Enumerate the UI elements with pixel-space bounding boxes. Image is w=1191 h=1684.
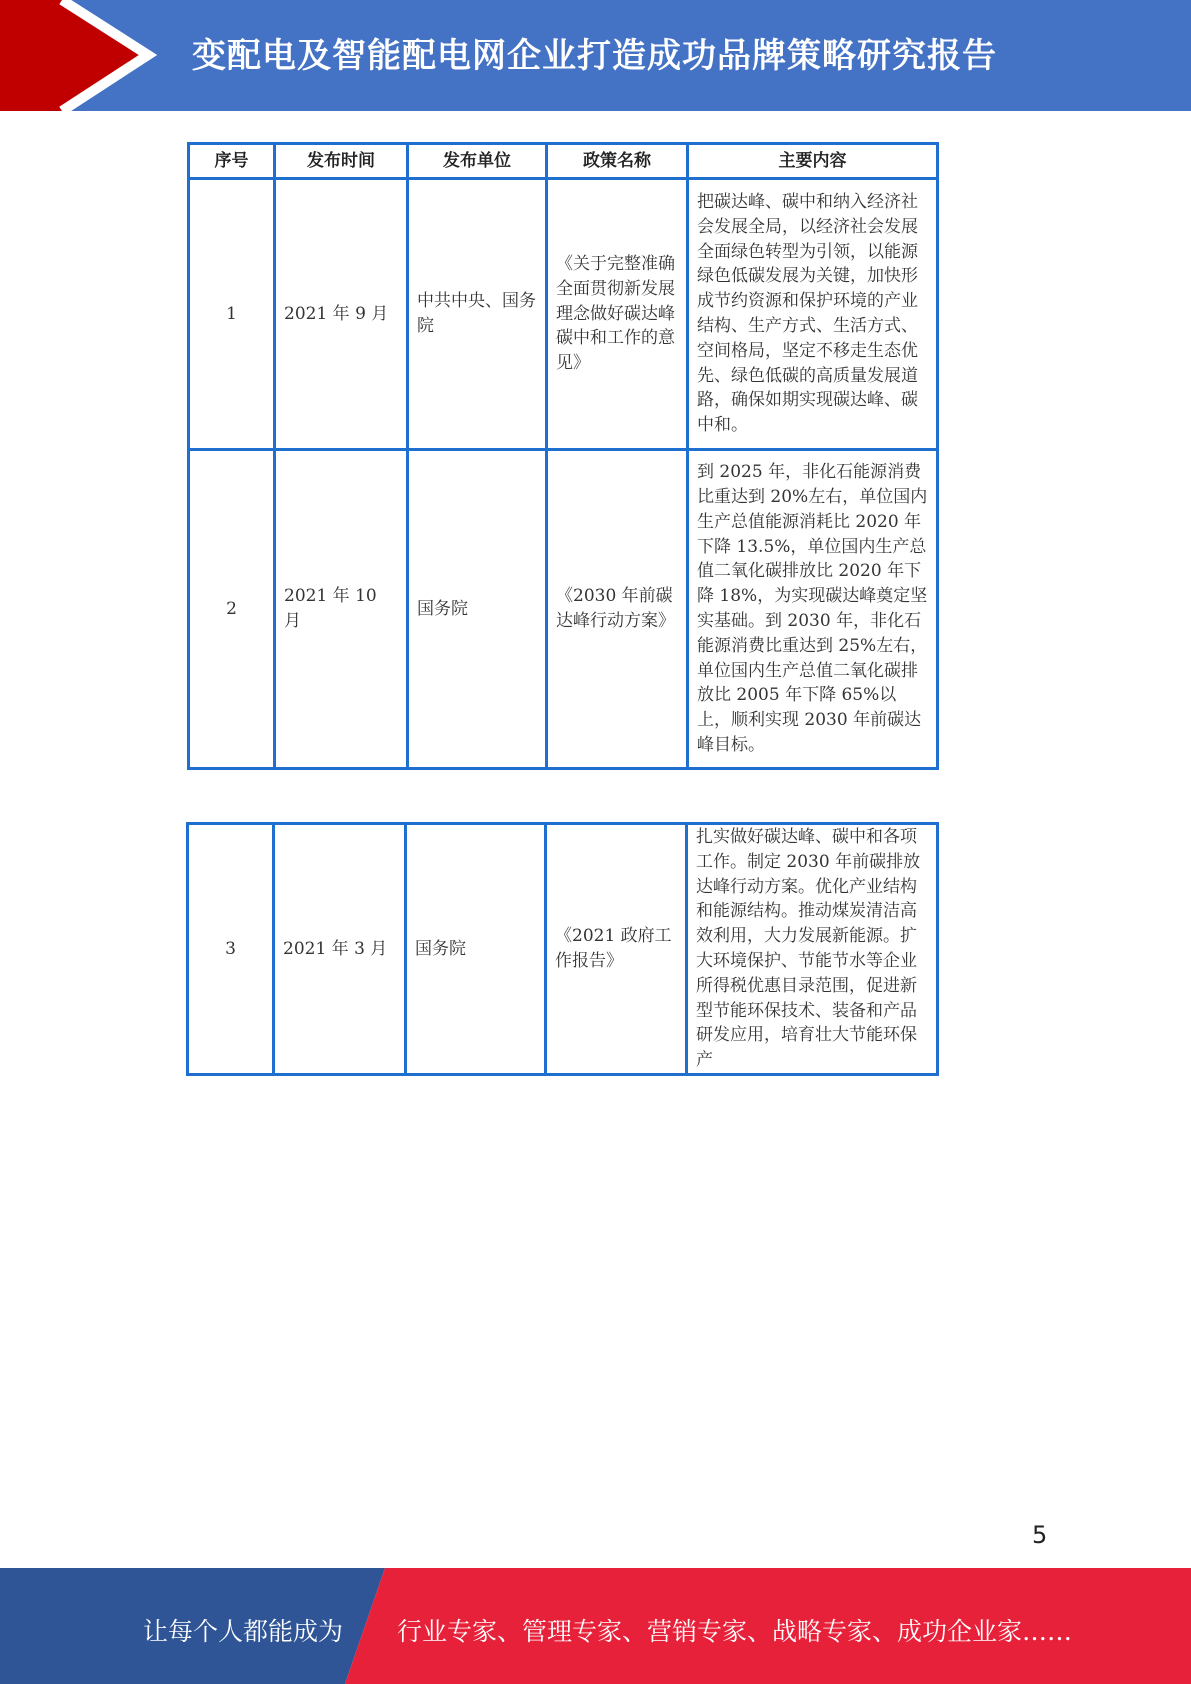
- column-header-policy: 政策名称: [547, 144, 688, 179]
- table-row: [189, 179, 938, 450]
- table-row: [189, 450, 938, 769]
- footer-slogan-right: 行业专家、管理专家、营销专家、战略专家、成功企业家……: [397, 1617, 1073, 1646]
- policy-table-part-1: [187, 142, 939, 770]
- page-header: [0, 0, 1191, 111]
- report-title: 变配电及智能配电网企业打造成功品牌策略研究报告: [192, 36, 997, 76]
- header-chevron-decoration: [0, 0, 160, 111]
- table-header-row: [189, 144, 938, 179]
- policy-table-part-2: [186, 822, 939, 1076]
- cell-policy: 《2021 政府工作报告》: [546, 824, 687, 1075]
- cell-content: 把碳达峰、碳中和纳入经济社会发展全局，以经济社会发展全面绿色转型为引领，以能源绿色低碳发展为关键，加快形成节约资源和保护环境的产业结构、生产方式、生活方式、空间格局，坚定不移走生态优先、绿色低碳的高质量发展道路，确保如期实现碳达峰、碳中和。: [688, 179, 938, 450]
- cell-no: 1: [189, 179, 275, 450]
- column-header-content: 主要内容: [688, 144, 938, 179]
- footer-slogan-left: 让每个人都能成为: [143, 1617, 344, 1646]
- cell-issuer: 国务院: [406, 824, 546, 1075]
- cell-policy: 《2030 年前碳达峰行动方案》: [547, 450, 688, 769]
- column-header-issuer: 发布单位: [408, 144, 547, 179]
- cell-date: 2021 年 3 月: [274, 824, 406, 1075]
- cell-content: 扎实做好碳达峰、碳中和各项工作。制定 2030 年前碳排放达峰行动方案。优化产业结构和能源结构。推动煤炭清洁高效利用，大力发展新能源。扩大环境保护、节能节水等企业所得税优惠目录范围，促进新型节能环保技术、装备和产品研发应用，培育壮大节能环保产: [687, 824, 938, 1075]
- cell-issuer: 中共中央、国务院: [408, 179, 547, 450]
- cell-content: 到 2025 年，非化石能源消费比重达到 20%左右，单位国内生产总值能源消耗比 2020 年下降 13.5%，单位国内生产总值二氧化碳排放比 2020 年下降 18%，为实现碳达峰奠定坚实基础。到 2030 年，非化石能源消费比重达到 25%左右，单位国内生产总值二氧化碳排放比 2005 年下降 65%以上，顺利实现 2030 年前碳达峰目标。: [688, 450, 938, 769]
- cell-no: 3: [188, 824, 274, 1075]
- cell-policy: 《关于完整准确全面贯彻新发展理念做好碳达峰碳中和工作的意见》: [547, 179, 688, 450]
- page-number: 5: [1032, 1521, 1048, 1549]
- column-header-no: 序号: [189, 144, 275, 179]
- table-row: [188, 824, 938, 1075]
- cell-no: 2: [189, 450, 275, 769]
- cell-date: 2021 年 9 月: [275, 179, 408, 450]
- cell-issuer: 国务院: [408, 450, 547, 769]
- page-footer: [0, 1568, 1191, 1684]
- column-header-date: 发布时间: [275, 144, 408, 179]
- cell-date: 2021 年 10 月: [275, 450, 408, 769]
